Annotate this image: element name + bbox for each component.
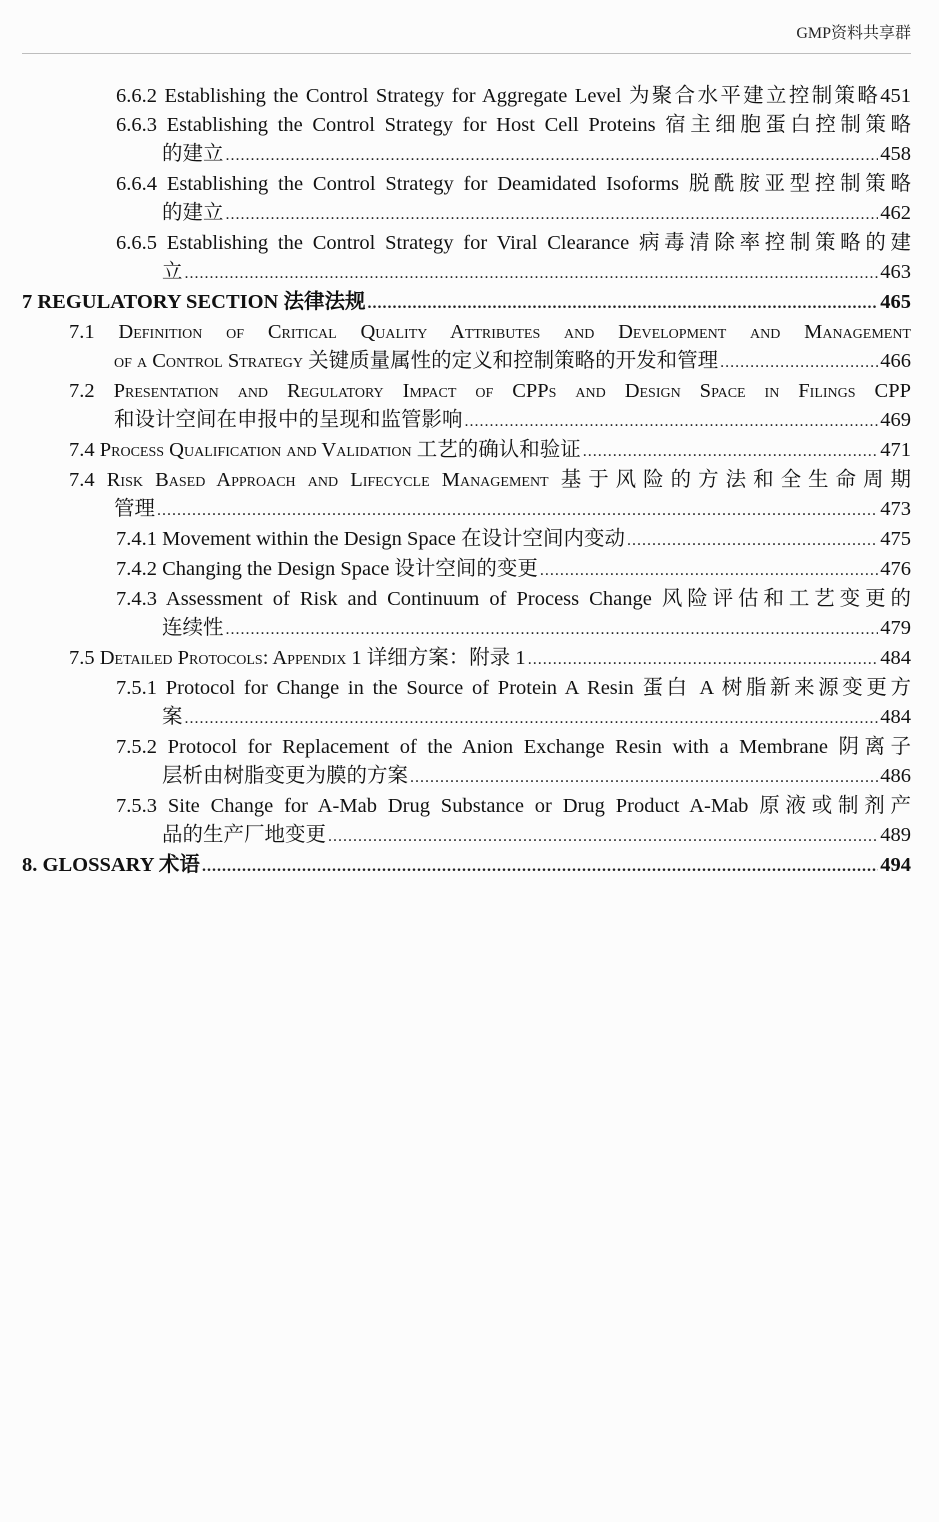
toc-entry-leader-line <box>116 199 911 229</box>
toc-entry-continuation: 连续性 <box>162 617 224 639</box>
toc-entry-leader-line <box>69 495 911 525</box>
toc-entry-title: 6.6.3 Establishing the Control Strategy for Host Cell Proteins 宿主细胞蛋白控制策略 <box>116 114 911 136</box>
toc-entry-leader-line <box>116 762 911 792</box>
toc-entry-6-6-4[interactable] <box>22 170 911 229</box>
toc-entry-7-4-risk[interactable] <box>22 466 911 525</box>
toc-entry-7-5-1[interactable] <box>22 674 911 733</box>
header-rule <box>22 53 911 54</box>
toc-entry-leader-line <box>69 644 911 674</box>
toc-page-number: 465 <box>880 291 911 313</box>
dot-leader <box>226 615 879 644</box>
toc-page-number: 471 <box>880 439 911 461</box>
toc-entry-6-6-3[interactable] <box>22 111 911 170</box>
toc-page-number: 458 <box>880 143 911 165</box>
toc-entry-7-4-1[interactable] <box>22 525 911 555</box>
toc-entry-title: 7.4.2 Changing the Design Space 设计空间的变更 <box>116 558 538 580</box>
toc-entry-7-5[interactable] <box>22 644 911 674</box>
toc-entry-chapter-7[interactable] <box>22 288 911 318</box>
toc-entry-leader-line <box>116 821 911 851</box>
toc-entry-title: 7.5.2 Protocol for Replacement of the Anion Exchange Resin with a Membrane 阴离子 <box>116 736 911 758</box>
toc-entry-7-4-process[interactable] <box>22 436 911 466</box>
header-label: GMP资料共享群 <box>796 25 911 42</box>
toc-entry-leader-line <box>22 851 911 881</box>
toc-entry-leader-line <box>116 555 911 585</box>
dot-leader <box>627 526 878 555</box>
toc-entry-continuation: 品的生产厂地变更 <box>162 824 326 846</box>
toc-entry-leader-line <box>116 614 911 644</box>
toc-entry-title: 7.5.3 Site Change for A-Mab Drug Substance or Drug Product A-Mab 原液或制剂产 <box>116 795 911 817</box>
dot-leader <box>528 645 879 674</box>
toc-entry-leader-line <box>69 406 911 436</box>
toc-entry-title: 6.6.2 Establishing the Control Strategy for Aggregate Level 为聚合水平建立控制策略451 <box>116 85 911 107</box>
toc-entry-7-1[interactable] <box>22 318 911 377</box>
toc-entry-title: 7 REGULATORY SECTION 法律法规 <box>22 291 366 313</box>
toc-entry-7-4-3[interactable] <box>22 585 911 644</box>
toc-entry-title: 7.5.1 Protocol for Change in the Source of Protein A Resin 蛋白 A 树脂新来源变更方 <box>116 677 911 699</box>
toc-entry-title: 6.6.4 Establishing the Control Strategy for Deamidated Isoforms 脱酰胺亚型控制策略 <box>116 173 911 195</box>
dot-leader <box>465 407 879 436</box>
dot-leader <box>540 556 878 585</box>
toc-entry-continuation: 管理 <box>114 498 155 520</box>
toc-page-number: 486 <box>880 765 911 787</box>
toc-page-number: 473 <box>880 498 911 520</box>
toc-entry-title: 7.4.3 Assessment of Risk and Continuum of Process Change 风险评估和工艺变更的 <box>116 588 911 610</box>
dot-leader <box>328 822 878 851</box>
toc-entry-continuation: 的建立 <box>162 202 224 224</box>
toc-page-number: 469 <box>880 409 911 431</box>
toc-entry-chapter-8[interactable] <box>22 851 911 881</box>
toc-entry-continuation: 立 <box>162 261 183 283</box>
toc-entry-leader-line <box>116 140 911 170</box>
toc-entry-continuation: 案 <box>162 706 183 728</box>
toc-entry-leader-line <box>22 288 911 318</box>
toc-entry-7-5-3[interactable] <box>22 792 911 851</box>
dot-leader <box>202 852 878 881</box>
toc-page-number: 466 <box>880 350 911 372</box>
toc-entry-continuation: 和设计空间在申报中的呈现和监管影响 <box>114 409 463 431</box>
toc-entry-6-6-5[interactable] <box>22 229 911 288</box>
toc-entry-title: 6.6.5 Establishing the Control Strategy for Viral Clearance 病毒清除率控制策略的建 <box>116 232 911 254</box>
dot-leader <box>226 200 879 229</box>
dot-leader <box>185 259 879 288</box>
toc-entry-continuation: 的建立 <box>162 143 224 165</box>
toc-entry-leader-line <box>69 436 911 466</box>
toc-entry-7-5-2[interactable] <box>22 733 911 792</box>
toc-page-number: 462 <box>880 202 911 224</box>
toc-entry-7-2[interactable] <box>22 377 911 436</box>
toc-entry-title: 7.2 Presentation and Regulatory Impact of CPPs and Design Space in Filings CPP <box>69 380 911 402</box>
table-of-contents <box>22 82 911 881</box>
toc-entry-7-4-2[interactable] <box>22 555 911 585</box>
toc-entry-title: 8. GLOSSARY 术语 <box>22 854 200 876</box>
toc-page-number: 475 <box>880 528 911 550</box>
toc-entry-continuation: 层析由树脂变更为膜的方案 <box>162 765 408 787</box>
toc-entry-title: 7.4.1 Movement within the Design Space 在设计空间内变动 <box>116 528 626 550</box>
toc-entry-leader-line <box>116 258 911 288</box>
toc-entry-leader-line <box>116 525 911 555</box>
dot-leader <box>157 496 878 525</box>
toc-entry-6-6-2[interactable] <box>22 82 911 111</box>
toc-page-number: 489 <box>880 824 911 846</box>
dot-leader <box>410 763 878 792</box>
toc-page-number: 476 <box>880 558 911 580</box>
dot-leader <box>583 437 878 466</box>
toc-entry-title: 7.1 Definition of Critical Quality Attributes and Development and Management <box>69 321 911 343</box>
toc-entry-title: 7.4 Risk Based Approach and Lifecycle Management 基于风险的方法和全生命周期 <box>69 469 911 491</box>
toc-page-number: 463 <box>880 261 911 283</box>
toc-page-number: 479 <box>880 617 911 639</box>
toc-entry-continuation: of a Control Strategy 关键质量属性的定义和控制策略的开发和管理 <box>114 350 719 372</box>
dot-leader <box>185 704 879 733</box>
dot-leader <box>720 348 878 377</box>
toc-entry-title: 7.4 Process Qualification and Validation 工艺的确认和验证 <box>69 439 581 461</box>
toc-page-number: 484 <box>880 647 911 669</box>
toc-entry-leader-line <box>116 703 911 733</box>
dot-leader <box>367 289 878 318</box>
toc-page-number: 494 <box>880 854 911 876</box>
dot-leader <box>226 141 879 170</box>
toc-entry-title: 7.5 Detailed Protocols: Appendix 1 详细方案：附录 1 <box>69 647 526 669</box>
toc-entry-leader-line <box>69 347 911 377</box>
toc-page-number: 484 <box>880 706 911 728</box>
